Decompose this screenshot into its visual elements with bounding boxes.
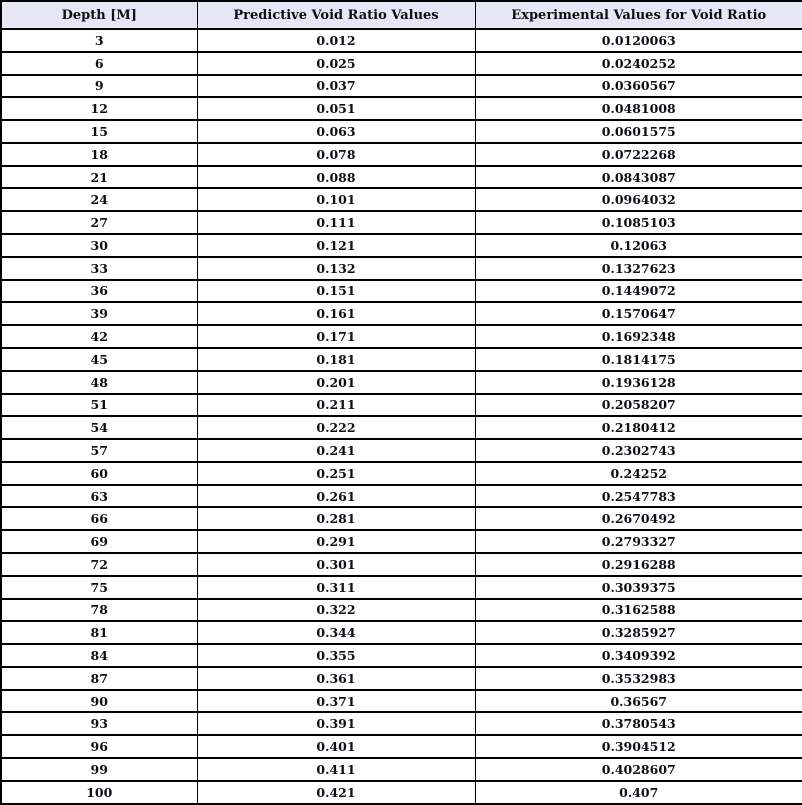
cell-depth: 18: [1, 143, 197, 166]
table-row: [1, 530, 802, 553]
cell-experimental-void-ratio: 0.407: [475, 781, 802, 804]
table-row: [1, 211, 802, 234]
table-row: [1, 120, 802, 143]
table-row: [1, 52, 802, 75]
cell-depth: 3: [1, 29, 197, 52]
cell-depth: 100: [1, 781, 197, 804]
cell-predictive-void-ratio: 0.401: [197, 735, 475, 758]
cell-depth: 24: [1, 188, 197, 211]
cell-predictive-void-ratio: 0.421: [197, 781, 475, 804]
cell-predictive-void-ratio: 0.211: [197, 394, 475, 417]
cell-predictive-void-ratio: 0.121: [197, 234, 475, 257]
cell-predictive-void-ratio: 0.411: [197, 758, 475, 781]
table-row: [1, 599, 802, 622]
table-row: [1, 29, 802, 52]
cell-depth: 27: [1, 211, 197, 234]
table-row: [1, 781, 802, 804]
table-row: [1, 166, 802, 189]
cell-depth: 99: [1, 758, 197, 781]
cell-predictive-void-ratio: 0.251: [197, 462, 475, 485]
cell-experimental-void-ratio: 0.2916288: [475, 553, 802, 576]
cell-depth: 57: [1, 439, 197, 462]
cell-depth: 81: [1, 621, 197, 644]
cell-depth: 60: [1, 462, 197, 485]
cell-predictive-void-ratio: 0.132: [197, 257, 475, 280]
table-row: [1, 371, 802, 394]
table-row: [1, 758, 802, 781]
table-row: [1, 188, 802, 211]
table-row: [1, 302, 802, 325]
table-header: [1, 1, 802, 29]
table-row: [1, 97, 802, 120]
cell-predictive-void-ratio: 0.111: [197, 211, 475, 234]
cell-predictive-void-ratio: 0.311: [197, 576, 475, 599]
cell-predictive-void-ratio: 0.355: [197, 644, 475, 667]
table-row: [1, 280, 802, 303]
table-row: [1, 394, 802, 417]
column-header-depth: Depth [M]: [1, 1, 197, 29]
cell-predictive-void-ratio: 0.241: [197, 439, 475, 462]
table-row: [1, 667, 802, 690]
cell-depth: 75: [1, 576, 197, 599]
cell-experimental-void-ratio: 0.4028607: [475, 758, 802, 781]
cell-depth: 87: [1, 667, 197, 690]
cell-experimental-void-ratio: 0.1570647: [475, 302, 802, 325]
cell-predictive-void-ratio: 0.051: [197, 97, 475, 120]
cell-depth: 78: [1, 599, 197, 622]
table-row: [1, 553, 802, 576]
header-row: [1, 1, 802, 29]
cell-depth: 72: [1, 553, 197, 576]
cell-experimental-void-ratio: 0.1814175: [475, 348, 802, 371]
cell-experimental-void-ratio: 0.0722268: [475, 143, 802, 166]
cell-depth: 48: [1, 371, 197, 394]
cell-predictive-void-ratio: 0.088: [197, 166, 475, 189]
cell-experimental-void-ratio: 0.3904512: [475, 735, 802, 758]
cell-depth: 9: [1, 75, 197, 98]
cell-experimental-void-ratio: 0.2793327: [475, 530, 802, 553]
column-header-experimental-void-ratio: Experimental Values for Void Ratio: [475, 1, 802, 29]
table-row: [1, 485, 802, 508]
cell-depth: 36: [1, 280, 197, 303]
table-row: [1, 416, 802, 439]
cell-experimental-void-ratio: 0.1085103: [475, 211, 802, 234]
table-row: [1, 462, 802, 485]
cell-predictive-void-ratio: 0.101: [197, 188, 475, 211]
column-header-predictive-void-ratio: Predictive Void Ratio Values: [197, 1, 475, 29]
cell-depth: 54: [1, 416, 197, 439]
cell-experimental-void-ratio: 0.0481008: [475, 97, 802, 120]
table-row: [1, 621, 802, 644]
cell-predictive-void-ratio: 0.151: [197, 280, 475, 303]
cell-depth: 21: [1, 166, 197, 189]
cell-depth: 84: [1, 644, 197, 667]
cell-predictive-void-ratio: 0.012: [197, 29, 475, 52]
table-row: [1, 348, 802, 371]
table-row: [1, 439, 802, 462]
cell-depth: 42: [1, 325, 197, 348]
cell-depth: 63: [1, 485, 197, 508]
cell-predictive-void-ratio: 0.261: [197, 485, 475, 508]
cell-predictive-void-ratio: 0.037: [197, 75, 475, 98]
cell-predictive-void-ratio: 0.391: [197, 712, 475, 735]
cell-depth: 66: [1, 507, 197, 530]
cell-predictive-void-ratio: 0.322: [197, 599, 475, 622]
cell-predictive-void-ratio: 0.361: [197, 667, 475, 690]
cell-predictive-void-ratio: 0.171: [197, 325, 475, 348]
cell-depth: 96: [1, 735, 197, 758]
table-row: [1, 712, 802, 735]
cell-experimental-void-ratio: 0.0120063: [475, 29, 802, 52]
table-row: [1, 690, 802, 713]
cell-depth: 39: [1, 302, 197, 325]
cell-predictive-void-ratio: 0.201: [197, 371, 475, 394]
cell-predictive-void-ratio: 0.371: [197, 690, 475, 713]
cell-depth: 15: [1, 120, 197, 143]
cell-experimental-void-ratio: 0.0601575: [475, 120, 802, 143]
cell-depth: 30: [1, 234, 197, 257]
cell-experimental-void-ratio: 0.12063: [475, 234, 802, 257]
cell-predictive-void-ratio: 0.281: [197, 507, 475, 530]
cell-depth: 33: [1, 257, 197, 280]
cell-experimental-void-ratio: 0.0240252: [475, 52, 802, 75]
table-row: [1, 143, 802, 166]
cell-experimental-void-ratio: 0.3162588: [475, 599, 802, 622]
cell-predictive-void-ratio: 0.181: [197, 348, 475, 371]
cell-predictive-void-ratio: 0.344: [197, 621, 475, 644]
cell-depth: 51: [1, 394, 197, 417]
table-row: [1, 75, 802, 98]
cell-experimental-void-ratio: 0.0843087: [475, 166, 802, 189]
cell-predictive-void-ratio: 0.063: [197, 120, 475, 143]
cell-experimental-void-ratio: 0.0964032: [475, 188, 802, 211]
table-row: [1, 325, 802, 348]
cell-experimental-void-ratio: 0.24252: [475, 462, 802, 485]
cell-experimental-void-ratio: 0.0360567: [475, 75, 802, 98]
table-row: [1, 257, 802, 280]
cell-depth: 90: [1, 690, 197, 713]
cell-predictive-void-ratio: 0.078: [197, 143, 475, 166]
cell-depth: 12: [1, 97, 197, 120]
cell-depth: 6: [1, 52, 197, 75]
cell-depth: 45: [1, 348, 197, 371]
cell-experimental-void-ratio: 0.1936128: [475, 371, 802, 394]
cell-experimental-void-ratio: 0.3285927: [475, 621, 802, 644]
cell-experimental-void-ratio: 0.1327623: [475, 257, 802, 280]
table-body: [1, 29, 802, 804]
cell-experimental-void-ratio: 0.2547783: [475, 485, 802, 508]
cell-predictive-void-ratio: 0.291: [197, 530, 475, 553]
cell-experimental-void-ratio: 0.3532983: [475, 667, 802, 690]
table-row: [1, 576, 802, 599]
cell-experimental-void-ratio: 0.3409392: [475, 644, 802, 667]
cell-experimental-void-ratio: 0.2058207: [475, 394, 802, 417]
table-row: [1, 644, 802, 667]
table-row: [1, 735, 802, 758]
table-row: [1, 234, 802, 257]
cell-experimental-void-ratio: 0.1449072: [475, 280, 802, 303]
cell-predictive-void-ratio: 0.161: [197, 302, 475, 325]
cell-experimental-void-ratio: 0.36567: [475, 690, 802, 713]
cell-predictive-void-ratio: 0.301: [197, 553, 475, 576]
cell-predictive-void-ratio: 0.025: [197, 52, 475, 75]
cell-experimental-void-ratio: 0.3780543: [475, 712, 802, 735]
cell-experimental-void-ratio: 0.3039375: [475, 576, 802, 599]
cell-experimental-void-ratio: 0.2302743: [475, 439, 802, 462]
cell-predictive-void-ratio: 0.222: [197, 416, 475, 439]
table-row: [1, 507, 802, 530]
cell-experimental-void-ratio: 0.1692348: [475, 325, 802, 348]
cell-experimental-void-ratio: 0.2670492: [475, 507, 802, 530]
cell-depth: 69: [1, 530, 197, 553]
cell-experimental-void-ratio: 0.2180412: [475, 416, 802, 439]
cell-depth: 93: [1, 712, 197, 735]
